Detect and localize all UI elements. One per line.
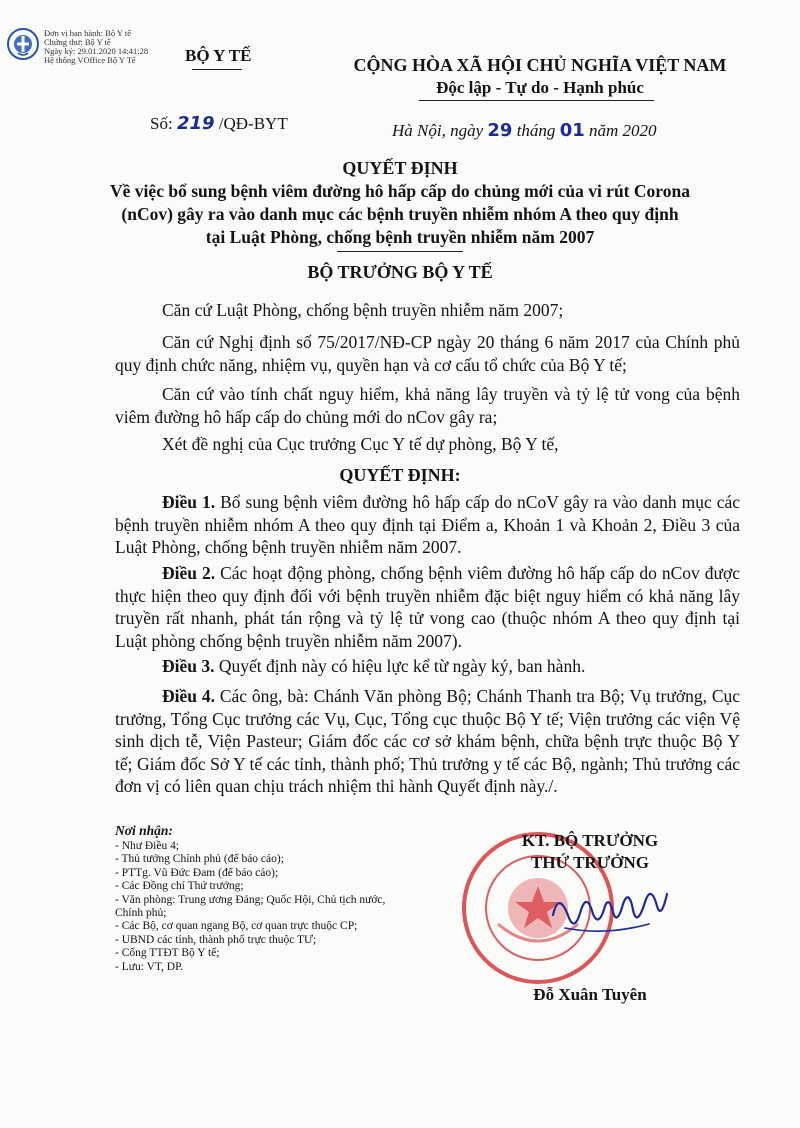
article-3-text: Quyết định này có hiệu lực kể từ ngày ký, ban hành.: [214, 656, 586, 676]
number-handwritten: 219: [176, 113, 215, 134]
place-date: [392, 120, 657, 141]
signature-certificate: Chứng thư: Bộ Y tế: [44, 37, 111, 47]
date-month-label: tháng: [512, 121, 560, 140]
basis-decree: Căn cứ Nghị định số 75/2017/NĐ-CP ngày 20 tháng 6 năm 2017 của Chính phủ quy định chức năng, nhiệm vụ, quyền hạn và cơ cấu tổ chức của Bộ Y tế;: [115, 332, 740, 375]
article-3: [115, 655, 740, 678]
recipient-item: - UBND các tỉnh, thành phố trực thuộc TƯ;: [115, 933, 317, 946]
date-prefix: Hà Nội, ngày: [392, 121, 488, 140]
agency-name: BỘ Y TẾ: [185, 46, 252, 65]
decision-heading: QUYẾT ĐỊNH:: [339, 465, 461, 485]
country-name: CỘNG HÒA XÃ HỘI CHỦ NGHĨA VIỆT NAM: [353, 55, 727, 75]
basis-paragraph: [115, 299, 740, 322]
signature-unit: Đơn vị ban hành: Bộ Y tế: [44, 28, 131, 38]
article-2-text: Các hoạt động phòng, chống bệnh viêm đường hô hấp cấp do nCov được thực hiện theo quy định đối với bệnh truyền nhiễm đặc biệt nguy hiểm có khả năng lây truyền rất nhanh, phát tán rộng và tỷ lệ tử vong cao (thuộc nhóm A theo quy định tại Luật phòng chống bệnh truyền nhiễm năm 2007).: [115, 563, 740, 651]
recipient-item: - Cổng TTĐT Bộ Y tế;: [115, 947, 220, 960]
motto-underline: [419, 100, 654, 101]
article-1: [115, 491, 740, 559]
article-4-label: Điều 4.: [162, 686, 215, 706]
title-line-3: tại Luật Phòng, chống bệnh truyền nhiễm năm 2007: [205, 227, 595, 247]
signature-date: Ngày ký: 29.01.2020 14:41:28: [44, 46, 149, 56]
number-prefix: Số:: [150, 114, 177, 133]
signature-icon: [545, 870, 675, 950]
agency-underline: [192, 69, 242, 70]
signer-title-2: THỨ TRƯỞNG: [531, 853, 649, 872]
signer-name: Đỗ Xuân Tuyên: [533, 985, 647, 1004]
recipient-item: Chính phủ;: [115, 907, 167, 920]
title-underline: [337, 251, 463, 252]
basis-proposal: Xét đề nghị của Cục trưởng Cục Y tế dự phòng, Bộ Y tế,: [162, 434, 559, 454]
article-4: [115, 685, 740, 798]
recipient-item: - Văn phòng: Trung ương Đảng; Quốc Hội, Chủ tịch nước,: [115, 893, 386, 906]
recipients-title: Nơi nhận:: [115, 823, 173, 838]
date-month: 01: [559, 120, 585, 141]
recipient-item: - Như Điều 4;: [115, 840, 180, 852]
article-2: [115, 562, 740, 652]
article-4-text: Các ông, bà: Chánh Văn phòng Bộ; Chánh Thanh tra Bộ; Vụ trưởng, Cục trưởng, Tổng Cục trưởng các Vụ, Cục, Tổng cục thuộc Bộ Y tế; Viện trưởng các viện Vệ sinh dịch tễ, Viện Pasteur; Giám đốc các cơ sở khám bệnh, chữa bệnh trực thuộc Bộ Y tế; Giám đốc Sở Y tế các tỉnh, thành phố; Thủ trưởng y tế các Bộ, ngành; Thủ trưởng các đơn vị có liên quan chịu trách nhiệm thi hành Quyết định này./.: [115, 686, 741, 796]
title-line-2: (nCov) gây ra vào danh mục các bệnh truyền nhiễm nhóm A theo quy định: [121, 204, 679, 224]
national-motto: Độc lập - Tự do - Hạnh phúc: [436, 78, 644, 97]
document-number: [150, 113, 288, 134]
recipients-block: [115, 823, 455, 974]
article-2-label: Điều 2.: [162, 563, 216, 583]
recipient-item: - Lưu: VT, DP.: [115, 960, 184, 973]
ministry-emblem-icon: [6, 27, 40, 61]
number-suffix: /QĐ-BYT: [214, 114, 288, 133]
recipient-item: - Các Đồng chí Thứ trưởng;: [115, 880, 244, 893]
authority: BỘ TRƯỞNG BỘ Y TẾ: [307, 262, 493, 282]
basis-law: Căn cứ Luật Phòng, chống bệnh truyền nhiễm năm 2007;: [162, 300, 564, 320]
signer-title-1: KT. BỘ TRƯỞNG: [521, 831, 659, 850]
signature-system: Hệ thống VOffice Bộ Y Tế: [44, 55, 136, 65]
recipient-item: - Các Bộ, cơ quan ngang Bộ, cơ quan trực thuộc CP;: [115, 920, 358, 933]
digital-signature-info: [44, 29, 194, 65]
title-line-1: Về việc bổ sung bệnh viêm đường hô hấp cấp do chủng mới của vi rút Corona: [110, 181, 690, 201]
article-3-label: Điều 3.: [162, 656, 215, 676]
date-year: năm 2020: [584, 121, 657, 140]
article-1-text: Bổ sung bệnh viêm đường hô hấp cấp do nCoV gây ra vào danh mục các bệnh truyền nhiễm nhóm A theo quy định tại Điểm a, Khoản 1 và Khoản 2, Điều 3 của Luật Phòng, chống bệnh truyền nhiễm năm 2007.: [115, 492, 741, 557]
basis-danger: Căn cứ vào tính chất nguy hiểm, khả năng lây truyền và tỷ lệ tử vong của bệnh viêm đường hô hấp cấp do chủng mới do nCov gây ra;: [115, 384, 740, 427]
date-day: 29: [487, 120, 513, 141]
article-1-label: Điều 1.: [162, 492, 216, 512]
document-heading: QUYẾT ĐỊNH: [342, 158, 458, 178]
recipient-item: - PTTg. Vũ Đức Đam (để báo cáo);: [115, 866, 279, 879]
recipient-item: - Thủ tướng Chính phủ (để báo cáo);: [115, 853, 284, 866]
